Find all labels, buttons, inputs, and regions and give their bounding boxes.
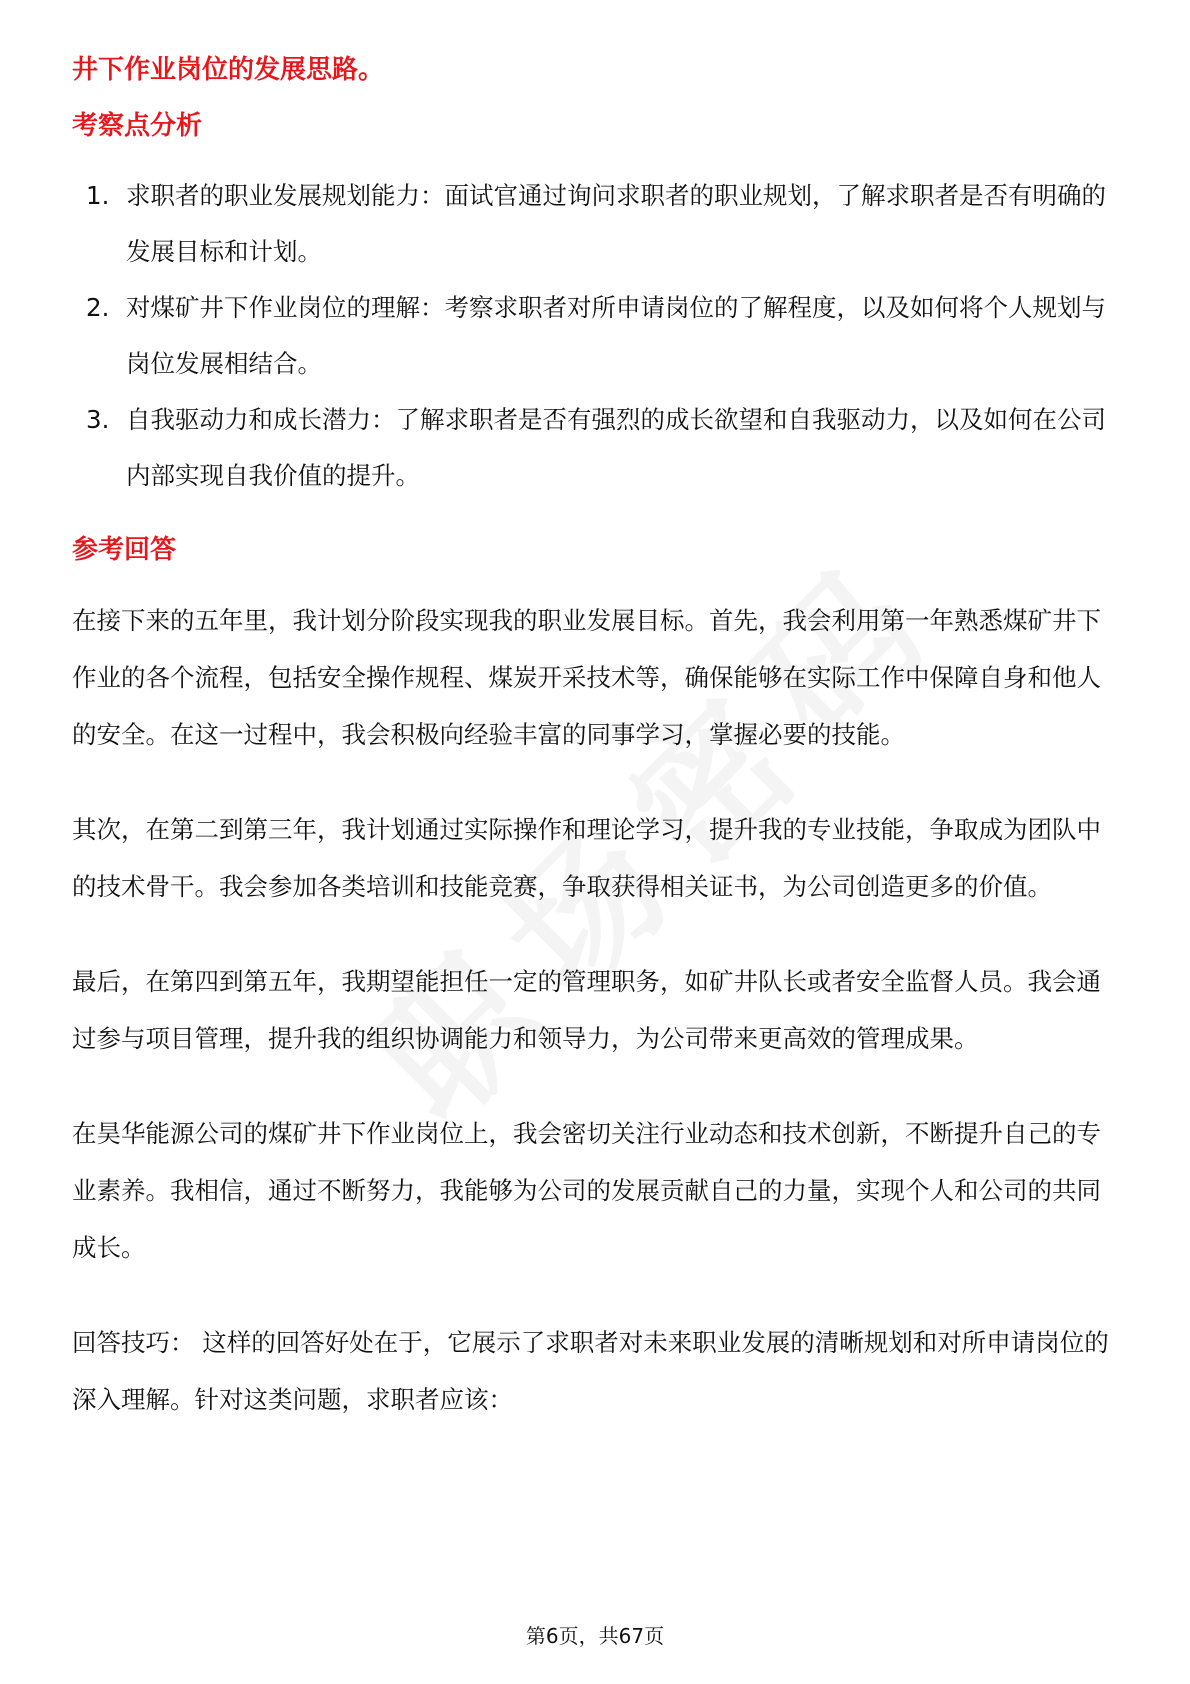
answer-paragraph: 在接下来的五年里，我计划分阶段实现我的职业发展目标。首先，我会利用第一年熟悉煤矿井下作业的各个流程，包括安全操作规程、煤炭开采技术等，确保能够在实际工作中保障自身和他人的安全。在这一过程中，我会积极向经验丰富的同事学习，掌握必要的技能。 [72, 606, 1101, 749]
list-item-text: 自我驱动力和成长潜力：了解求职者是否有强烈的成长欲望和自我驱动力，以及如何在公司内部实现自我价值的提升。 [126, 405, 1106, 490]
heading-continuation: 井下作业岗位的发展思路。 [72, 55, 385, 85]
list-item-text: 求职者的职业发展规划能力：面试官通过询问求职者的职业规划，了解求职者是否有明确的发展目标和计划。 [126, 181, 1106, 266]
list-item-number: 2. [86, 293, 110, 322]
list-item-number: 3. [86, 405, 110, 434]
answer-tips-paragraph: 回答技巧： 这样的回答好处在于，它展示了求职者对未来职业发展的清晰规划和对所申请岗位的深入理解。针对这类问题，求职者应该： [72, 1328, 1109, 1414]
answer-title: 参考回答 [72, 535, 177, 565]
page-number: 第6页，共67页 [525, 1624, 665, 1648]
answer-paragraph: 在昊华能源公司的煤矿井下作业岗位上，我会密切关注行业动态和技术创新，不断提升自己的专业素养。我相信，通过不断努力，我能够为公司的发展贡献自己的力量，实现个人和公司的共同成长。 [72, 1119, 1101, 1262]
analysis-list [72, 168, 1122, 504]
list-item [72, 280, 1122, 392]
answer-paragraph: 其次，在第二到第三年，我计划通过实际操作和理论学习，提升我的专业技能，争取成为团队中的技术骨干。我会参加各类培训和技能竞赛，争取获得相关证书，为公司创造更多的价值。 [72, 815, 1101, 901]
list-item [72, 168, 1122, 280]
list-item-text: 对煤矿井下作业岗位的理解：考察求职者对所申请岗位的了解程度，以及如何将个人规划与岗位发展相结合。 [126, 293, 1106, 378]
page-content [72, 52, 1122, 1466]
list-item-number: 1. [86, 181, 110, 210]
list-item [72, 392, 1122, 504]
analysis-title: 考察点分析 [72, 111, 203, 141]
answer-paragraph: 最后，在第四到第五年，我期望能担任一定的管理职务，如矿井队长或者安全监督人员。我会通过参与项目管理，提升我的组织协调能力和领导力，为公司带来更高效的管理成果。 [72, 967, 1101, 1053]
